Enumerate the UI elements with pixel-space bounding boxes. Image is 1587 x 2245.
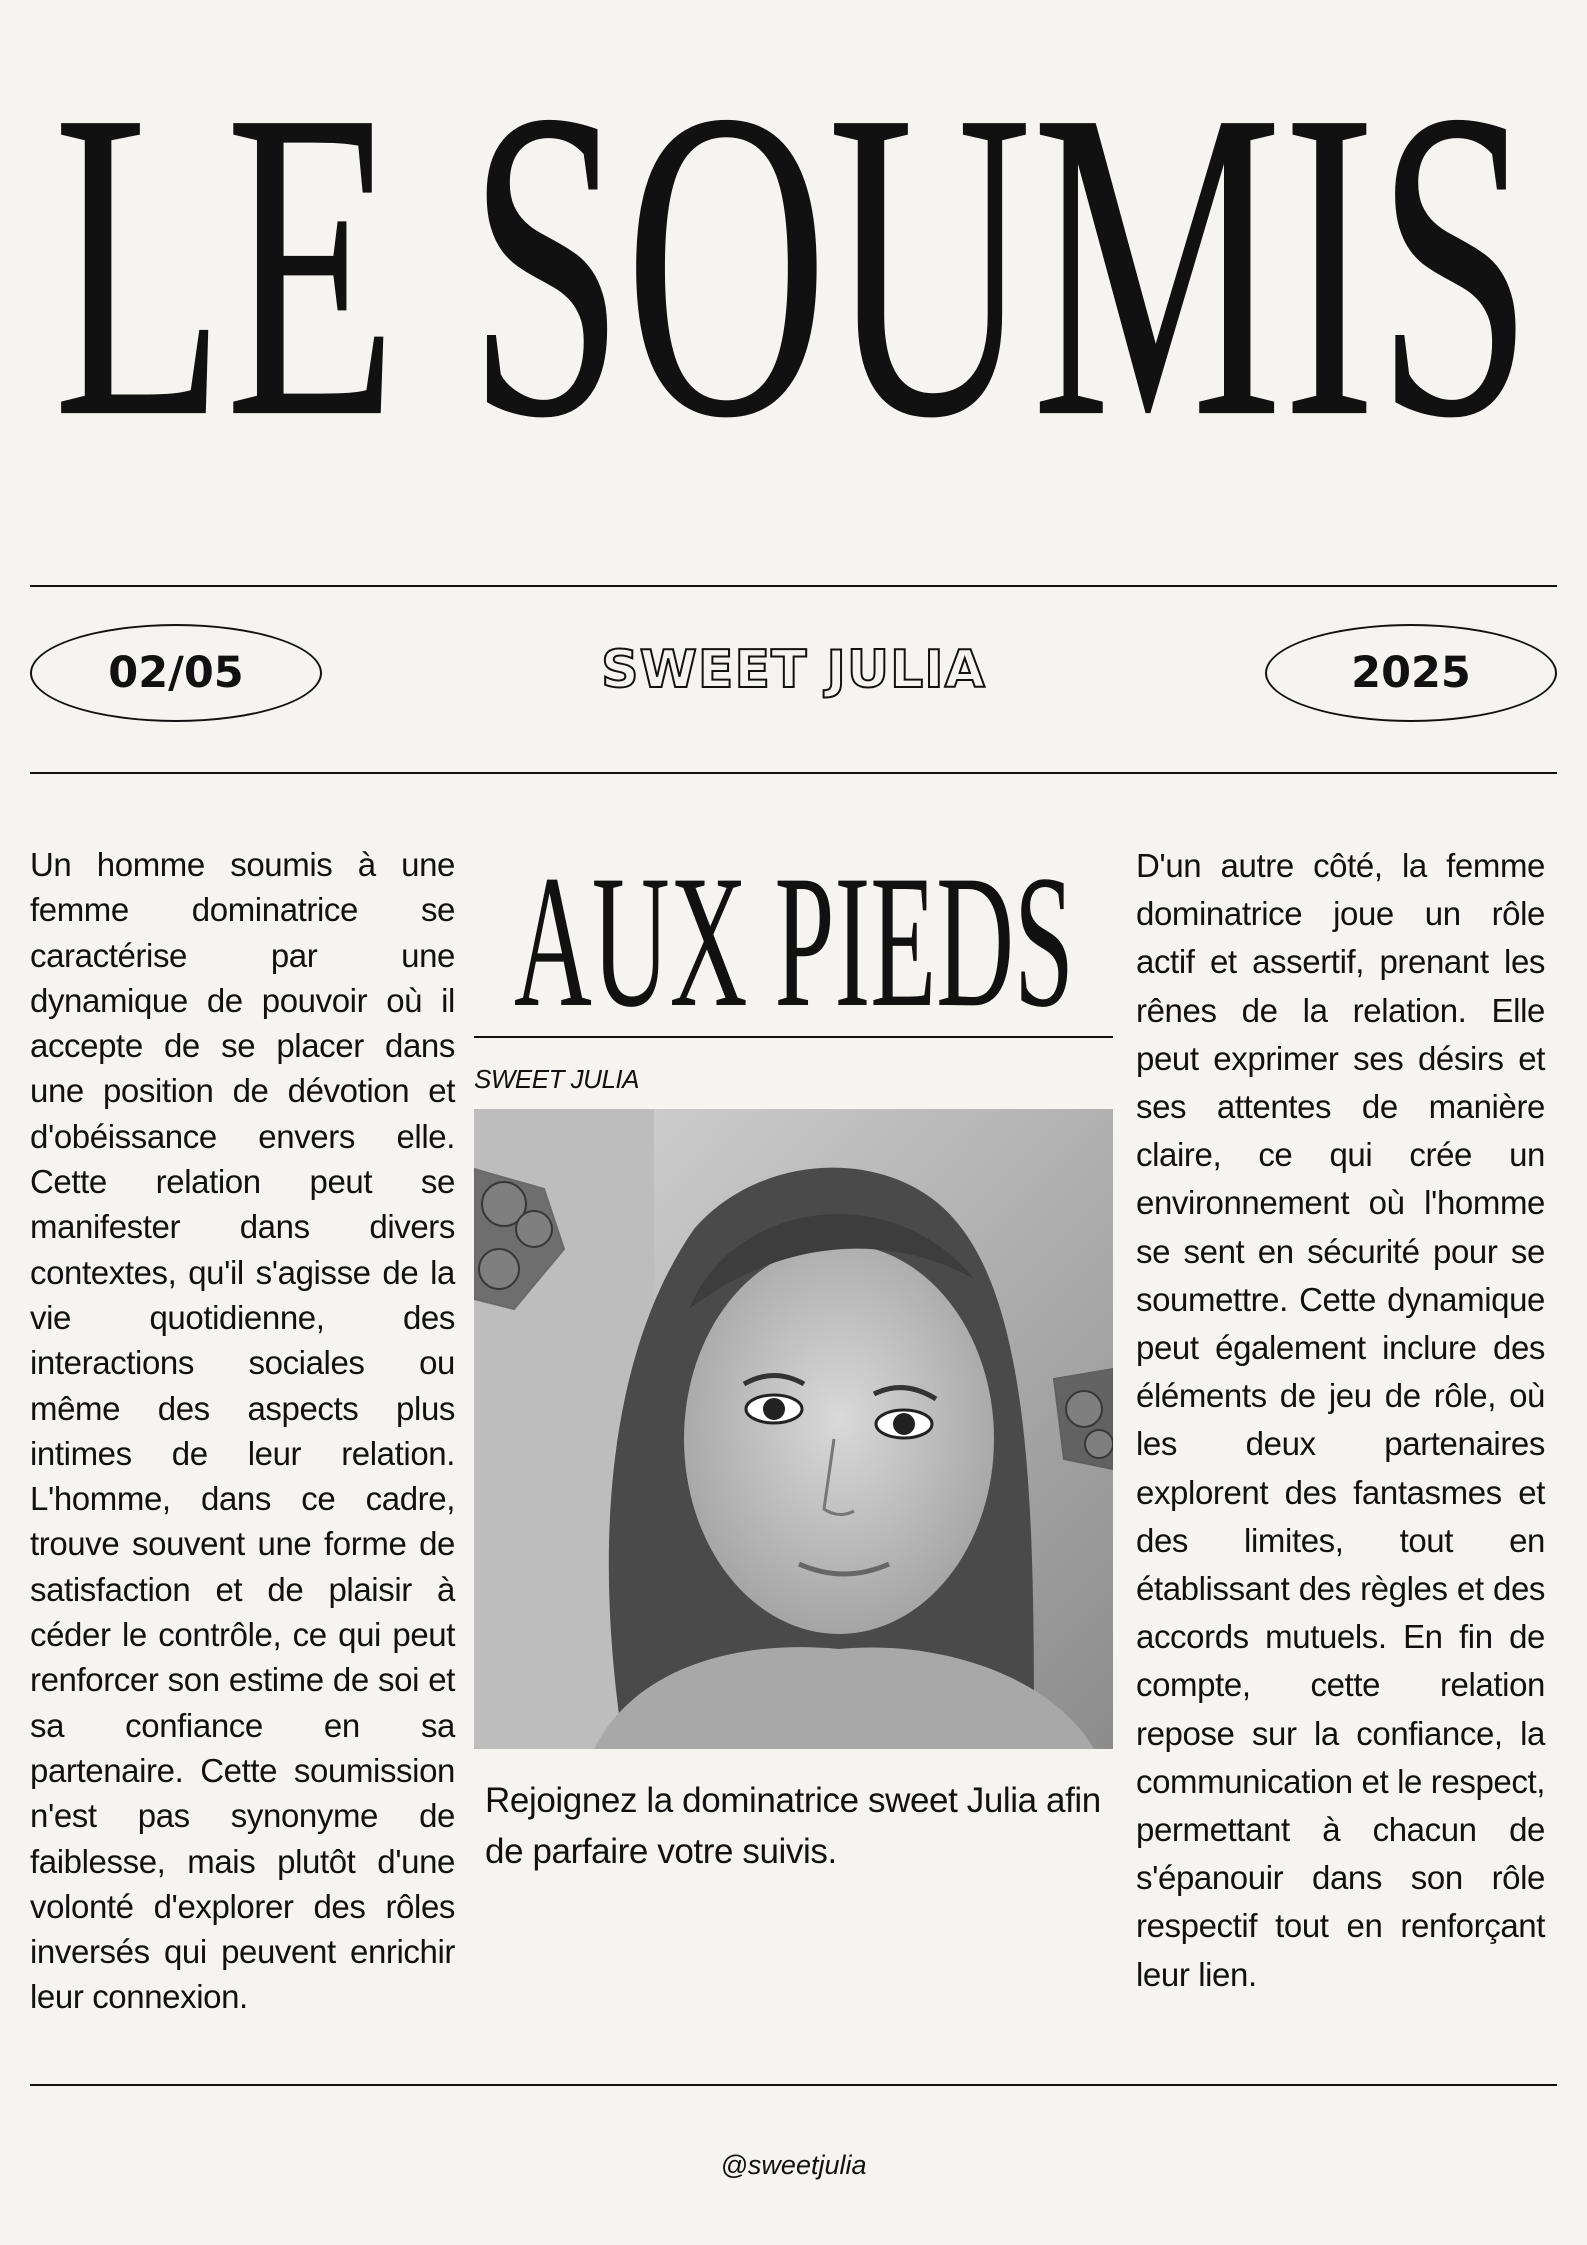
social-handle[interactable]: @sweetjulia <box>720 2150 867 2180</box>
footer-rule <box>30 2084 1557 2086</box>
brand-name: SWEET JULIA <box>601 640 986 700</box>
masthead-title <box>30 40 1557 490</box>
article-headline <box>474 840 1114 1020</box>
article-left-column: Un homme soumis à une femme dominatrice se caractérise par une dynamique de pouvoir où il accepte de se placer dans une position de dévotion et d'obéissance envers elle. Cette relation peut se manifester dans divers contextes, qu'il s'agisse de la vie quotidienne, des interactions sociales ou même des aspects plus intimes de leur relation. L'homme, dans ce cadre, trouve souvent une forme de satisfaction et de plaisir à céder le contrôle, ce qui peut renforcer son estime de soi et sa confiance en sa partenaire. Cette soumission n'est pas synonyme de faiblesse, mais plutôt d'une volonté d'explorer des rôles inversés qui peuvent enrichir leur connexion. <box>30 846 455 2016</box>
header-bottom-rule <box>30 772 1557 774</box>
masthead-title-text: LE SOUMIS <box>52 40 1534 490</box>
portrait-photo <box>474 1109 1113 1749</box>
article-right-column: D'un autre côté, la femme dominatrice joue un rôle actif et assertif, prenant les rênes de la relation. Elle peut exprimer ses désirs et ses attentes de manière claire, ce qui crée un environnement où l'homme se sent en sécurité pour se soumettre. Cette dynamique peut également inclure des éléments de jeu de rôle, où les deux partenaires explorent des fantasmes et des limites, tout en établissant des règles et des accords mutuels. En fin de compte, cette relation repose sur la confiance, la communication et le respect, permettant à chacun de s'épanouir dans son rôle respectif tout en renforçant leur lien. <box>1136 847 1545 1993</box>
article-headline-text: AUX PIEDS <box>514 840 1074 1020</box>
date-badge: 02/05 <box>30 624 322 722</box>
headline-rule <box>474 1036 1113 1038</box>
year-badge: 2025 <box>1265 624 1557 722</box>
article-byline: SWEET JULIA <box>474 1064 639 1094</box>
photo-caption: Rejoignez la dominatrice sweet Julia afin de parfaire votre suivis. <box>485 1781 1101 1871</box>
header-top-rule <box>30 585 1557 587</box>
flowers-right <box>1054 1369 1113 1469</box>
